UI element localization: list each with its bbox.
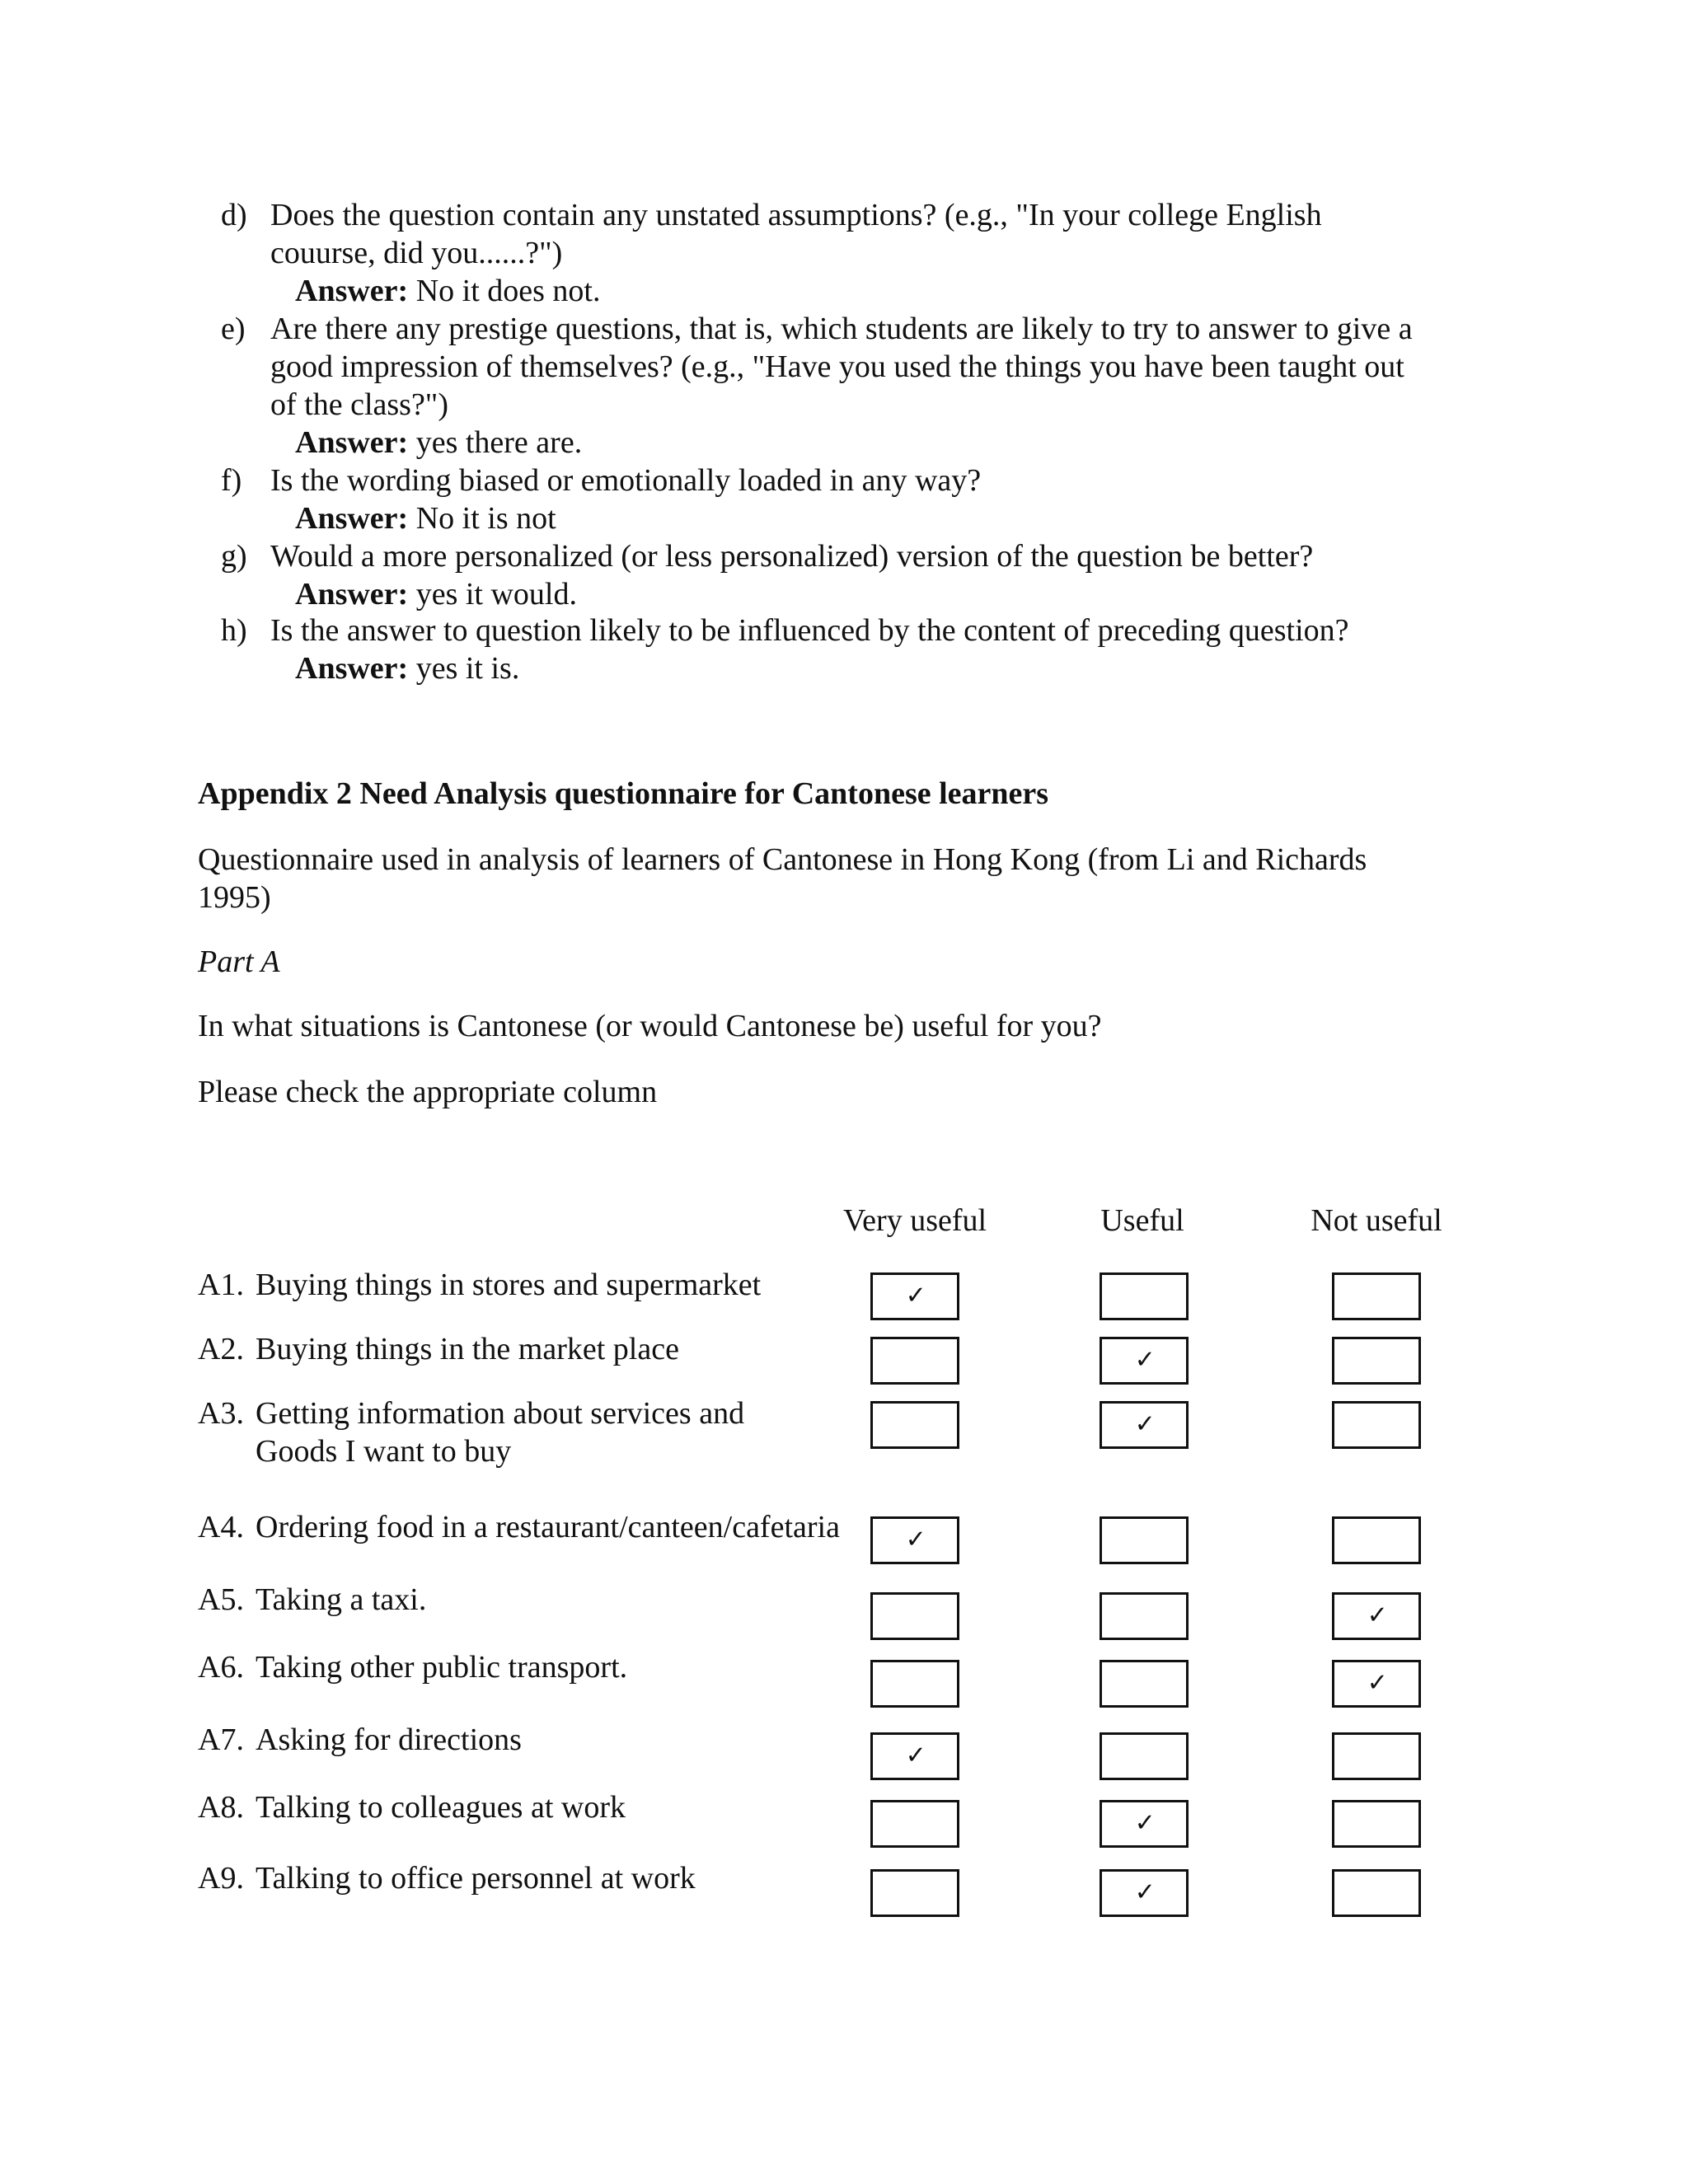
question-text: Does the question contain any unstated assumptions? (e.g., "In your college English [270, 198, 1322, 232]
item-code: A6. [198, 1650, 244, 1685]
item-text: Buying things in stores and supermarket [256, 1268, 762, 1302]
item-code: A7. [198, 1722, 244, 1757]
checkmark-icon: ✓ [1134, 1345, 1156, 1375]
appendix-intro: Questionnaire used in analysis of learners of Cantonese in Hong Kong (from Li and Richards [198, 842, 1367, 877]
item-code: A9. [198, 1861, 244, 1896]
checkbox-not-useful[interactable] [1332, 1800, 1421, 1848]
column-header-very-useful: Very useful [842, 1203, 987, 1238]
checkbox-useful[interactable] [1100, 1800, 1189, 1848]
item-code: A4. [198, 1510, 244, 1544]
checkbox-useful[interactable] [1100, 1660, 1189, 1708]
checkbox-very-useful[interactable] [870, 1869, 959, 1917]
column-header-not-useful: Not useful [1311, 1203, 1442, 1238]
answer-label: Answer: [295, 274, 409, 308]
checkmark-icon: ✓ [1367, 1601, 1388, 1630]
answer-label: Answer: [295, 651, 409, 686]
question-text: of the class?") [270, 387, 448, 422]
checkbox-useful[interactable] [1100, 1337, 1189, 1385]
answer [295, 649, 519, 687]
question-label: d) [221, 198, 247, 232]
checkbox-useful[interactable] [1100, 1869, 1189, 1917]
question-label: e) [221, 312, 246, 346]
checkbox-very-useful[interactable] [870, 1337, 959, 1385]
checkbox-very-useful[interactable] [870, 1401, 959, 1449]
part-label: Part A [198, 944, 280, 979]
answer-label: Answer: [295, 577, 409, 612]
checkbox-very-useful[interactable] [870, 1592, 959, 1640]
appendix-intro: 1995) [198, 880, 271, 915]
checkbox-very-useful[interactable] [870, 1660, 959, 1708]
answer [295, 499, 556, 537]
answer-text: yes it is. [415, 651, 520, 686]
item-code: A2. [198, 1332, 244, 1366]
question-label: g) [221, 539, 247, 574]
checkbox-not-useful[interactable] [1332, 1401, 1421, 1449]
answer-text: No it does not. [415, 274, 601, 308]
checkbox-not-useful[interactable] [1332, 1732, 1421, 1780]
question-text: good impression of themselves? (e.g., "Have you used the things you have been taught out [270, 349, 1404, 384]
checkbox-very-useful[interactable] [870, 1800, 959, 1848]
item-code: A3. [198, 1396, 244, 1431]
item-text: Asking for directions [256, 1722, 522, 1757]
item-code: A5. [198, 1582, 244, 1617]
answer-label: Answer: [295, 425, 409, 460]
survey-question: In what situations is Cantonese (or would Cantonese be) useful for you? [198, 1009, 1102, 1043]
item-code: A1. [198, 1268, 244, 1302]
column-header-useful: Useful [1100, 1203, 1184, 1238]
question-text: Are there any prestige questions, that is, which students are likely to try to answer to give a [270, 312, 1413, 346]
checkbox-useful[interactable] [1100, 1592, 1189, 1640]
item-text: Buying things in the market place [256, 1332, 679, 1366]
checkmark-icon: ✓ [905, 1281, 926, 1310]
question-label: h) [221, 613, 247, 648]
item-text: Talking to office personnel at work [256, 1861, 696, 1896]
checkbox-very-useful[interactable] [870, 1516, 959, 1564]
checkbox-not-useful[interactable] [1332, 1337, 1421, 1385]
question-text: Is the answer to question likely to be influenced by the content of preceding question? [270, 613, 1349, 648]
question-text: Is the wording biased or emotionally loaded in any way? [270, 463, 982, 498]
checkbox-not-useful[interactable] [1332, 1592, 1421, 1640]
checkbox-very-useful[interactable] [870, 1272, 959, 1320]
question-text: Would a more personalized (or less personalized) version of the question be better? [270, 539, 1314, 574]
answer-label: Answer: [295, 501, 409, 536]
appendix-title: Appendix 2 Need Analysis questionnaire for Cantonese learners [198, 776, 1049, 811]
checkmark-icon: ✓ [1134, 1877, 1156, 1907]
checkmark-icon: ✓ [1134, 1409, 1156, 1439]
checkbox-useful[interactable] [1100, 1401, 1189, 1449]
answer [295, 575, 577, 613]
checkbox-not-useful[interactable] [1332, 1869, 1421, 1917]
checkbox-useful[interactable] [1100, 1272, 1189, 1320]
answer-text: yes there are. [415, 425, 583, 460]
survey-instruction: Please check the appropriate column [198, 1075, 658, 1109]
answer [295, 424, 582, 462]
question-label: f) [221, 463, 242, 498]
checkbox-useful[interactable] [1100, 1732, 1189, 1780]
checkmark-icon: ✓ [905, 1525, 926, 1554]
checkmark-icon: ✓ [1367, 1668, 1388, 1698]
item-text: Taking a taxi. [256, 1582, 427, 1617]
item-text: Taking other public transport. [256, 1650, 628, 1685]
item-text: Ordering food in a restaurant/canteen/cafetaria [256, 1510, 840, 1544]
answer-text: yes it would. [415, 577, 577, 612]
checkmark-icon: ✓ [905, 1741, 926, 1770]
checkbox-very-useful[interactable] [870, 1732, 959, 1780]
item-text: Talking to colleagues at work [256, 1790, 626, 1825]
item-code: A8. [198, 1790, 244, 1825]
answer-text: No it is not [415, 501, 556, 536]
checkmark-icon: ✓ [1134, 1808, 1156, 1838]
answer [295, 272, 600, 310]
item-text: Goods I want to buy [256, 1434, 512, 1469]
item-text: Getting information about services and [256, 1396, 745, 1431]
checkbox-not-useful[interactable] [1332, 1660, 1421, 1708]
checkbox-not-useful[interactable] [1332, 1272, 1421, 1320]
checkbox-useful[interactable] [1100, 1516, 1189, 1564]
checkbox-not-useful[interactable] [1332, 1516, 1421, 1564]
question-text: couurse, did you......?") [270, 236, 563, 270]
